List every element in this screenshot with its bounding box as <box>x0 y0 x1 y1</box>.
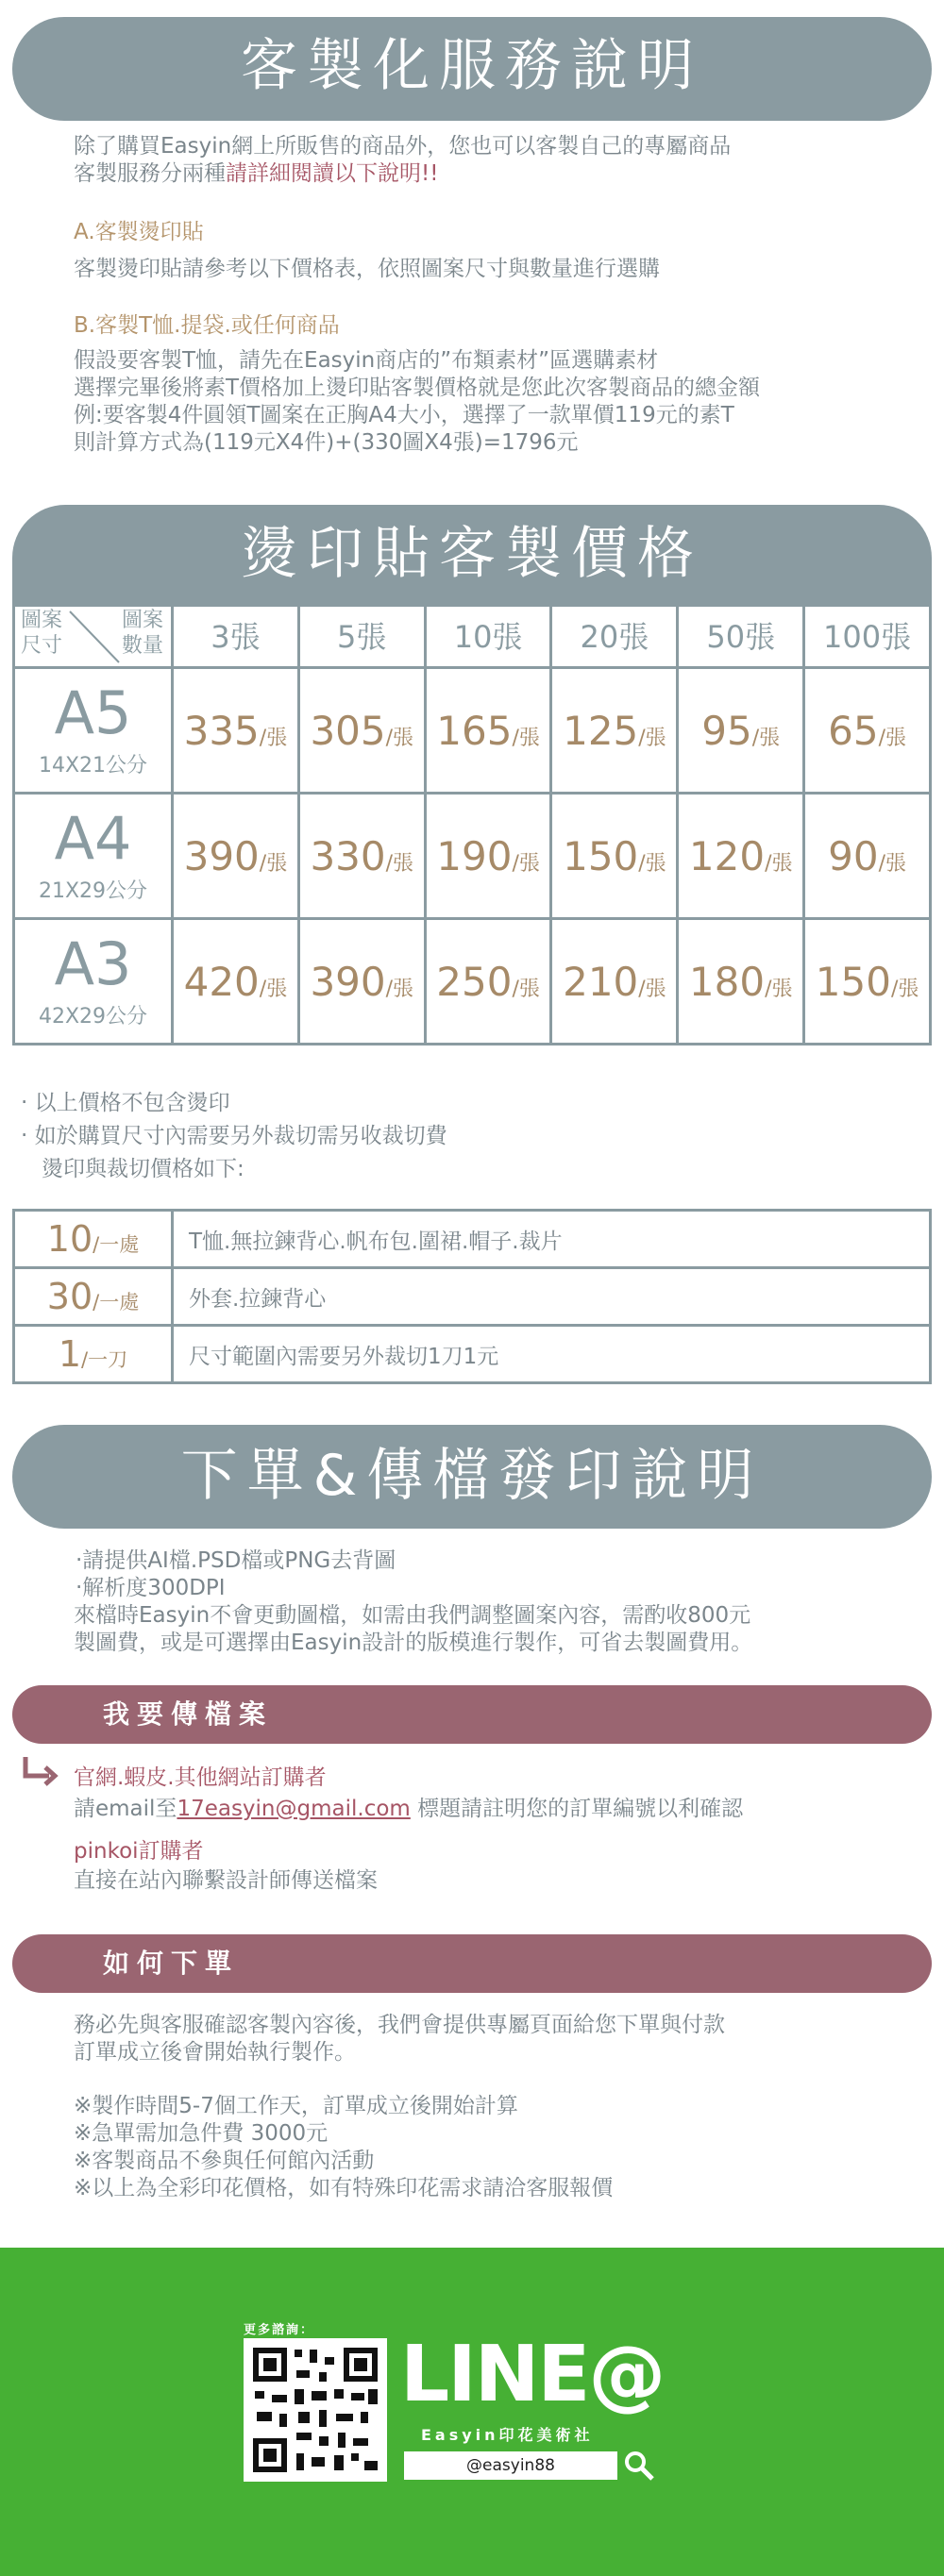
qr-code-icon <box>244 2338 387 2482</box>
file-text: 製圖費，或是可選擇由Easyin設計的版模進行製作，可省去製圖費用。 <box>74 1631 753 1655</box>
intro-line-2 <box>74 160 438 188</box>
price-cell: 250/張 <box>425 919 551 1045</box>
cutting-price-table <box>12 1209 932 1384</box>
size-cell: A4 21X29公分 <box>14 794 173 919</box>
price-cell: 210/張 <box>551 919 678 1045</box>
section-title: 下單&傳檔發印說明 <box>180 1443 764 1509</box>
cutting-price: 1/一刀 <box>14 1326 173 1383</box>
search-icon[interactable] <box>623 2450 655 2482</box>
pinkoi-text: 直接在站內聯繫設計師傳送檔案 <box>74 1868 378 1893</box>
cutting-price: 30/一處 <box>14 1268 173 1326</box>
cutting-row <box>14 1268 931 1326</box>
order-note: ※客製商品不參與任何館內活動 <box>74 2149 375 2173</box>
option-a-title: A.客製燙印貼 <box>74 220 204 244</box>
price-table-header <box>14 604 931 668</box>
price-cell: 90/張 <box>804 794 931 919</box>
cutting-desc: 尺寸範圍內需要另外裁切1刀1元 <box>173 1326 931 1383</box>
option-b-line: 則計算方式為(119元X4件)+(330圖X4張)=1796元 <box>74 430 579 455</box>
line-logo: LINE@ <box>400 2330 665 2419</box>
pinkoi-title: pinkoi訂購者 <box>74 1839 204 1864</box>
section-banner-order <box>12 1425 932 1529</box>
qty-header: 5張 <box>298 604 425 668</box>
price-cell: 390/張 <box>298 919 425 1045</box>
section-title: 燙印貼客製價格 <box>241 521 703 587</box>
price-cell: 305/張 <box>298 668 425 794</box>
corner-cell <box>14 604 173 668</box>
order-text: 務必先與客服確認客製內容後，我們會提供專屬頁面給您下單與付款 <box>74 2013 725 2037</box>
price-note: 燙印與裁切價格如下: <box>42 1157 244 1181</box>
price-row-a4 <box>14 794 931 919</box>
price-note: ‧ 如於購買尺寸內需要另外裁切需另收裁切費 <box>21 1124 447 1148</box>
qty-header: 100張 <box>804 604 931 668</box>
upload-file-bar: 我要傳檔案 <box>12 1685 932 1744</box>
web-orders-text: 請email至17easyin@gmail.com 標題請註明您的訂單編號以利確認 <box>74 1797 744 1821</box>
price-cell: 165/張 <box>425 668 551 794</box>
price-cell: 65/張 <box>804 668 931 794</box>
option-b-line: 例:要客製4件圓領T圖案在正胸A4大小，選擇了一款單價119元的素T <box>74 403 734 427</box>
section-title: 客製化服務說明 <box>241 33 703 99</box>
line-footer <box>0 2248 944 2576</box>
option-b-title: B.客製T恤.提袋.或任何商品 <box>74 313 340 338</box>
price-cell: 150/張 <box>804 919 931 1045</box>
section-banner-custom-service <box>12 17 932 121</box>
arrow-return-icon <box>21 1755 59 1787</box>
intro-line-1: 除了購買Easyin網上所販售的商品外，您也可以客製自己的專屬商品 <box>74 134 732 159</box>
cutting-row <box>14 1211 931 1268</box>
price-note: ‧ 以上價格不包含燙印 <box>21 1091 230 1115</box>
price-cell: 330/張 <box>298 794 425 919</box>
section-banner-price <box>12 505 932 607</box>
price-cell: 125/張 <box>551 668 678 794</box>
size-cell: A3 42X29公分 <box>14 919 173 1045</box>
cutting-price: 10/一處 <box>14 1211 173 1268</box>
qty-header: 10張 <box>425 604 551 668</box>
option-b-line: 選擇完畢後將素T價格加上燙印貼客製價格就是您此次客製商品的總金額 <box>74 376 761 400</box>
option-a-text: 客製燙印貼請參考以下價格表，依照圖案尺寸與數量進行選購 <box>74 257 660 281</box>
order-note: ※以上為全彩印花價格，如有特殊印花需求請洽客服報價 <box>74 2176 614 2200</box>
intro-plain: 客製服務分兩種 <box>74 161 226 186</box>
file-text: 來檔時Easyin不會更動圖檔，如需由我們調整圖案內容，需酌收800元 <box>74 1603 751 1628</box>
size-cell: A5 14X21公分 <box>14 668 173 794</box>
price-cell: 390/張 <box>173 794 299 919</box>
price-cell: 150/張 <box>551 794 678 919</box>
price-cell: 180/張 <box>678 919 804 1045</box>
cutting-desc: 外套.拉鍊背心 <box>173 1268 931 1326</box>
order-text: 訂單成立後會開始執行製作。 <box>74 2040 356 2065</box>
price-cell: 420/張 <box>173 919 299 1045</box>
price-cell: 120/張 <box>678 794 804 919</box>
price-table <box>12 604 932 1045</box>
price-cell: 335/張 <box>173 668 299 794</box>
price-cell: 190/張 <box>425 794 551 919</box>
how-to-order-bar: 如何下單 <box>12 1934 932 1993</box>
file-bullet: ‧請提供AI檔.PSD檔或PNG去背圖 <box>76 1548 396 1573</box>
web-orders-title: 官網.蝦皮.其他網站訂購者 <box>74 1765 327 1790</box>
corner-qty-label: 圖案 數量 <box>121 609 163 658</box>
qr-code[interactable] <box>244 2338 387 2482</box>
qty-header: 50張 <box>678 604 804 668</box>
qty-header: 3張 <box>173 604 299 668</box>
email-link[interactable]: 17easyin@gmail.com <box>177 1797 411 1821</box>
file-bullet: ‧解析度300DPI <box>76 1576 226 1600</box>
corner-size-label: 圖案 尺寸 <box>21 609 63 658</box>
price-cell: 95/張 <box>678 668 804 794</box>
qty-header: 20張 <box>551 604 678 668</box>
order-note: ※急單需加急件費 3000元 <box>74 2121 329 2146</box>
price-row-a5 <box>14 668 931 794</box>
brand-name: Easyin印花美術社 <box>421 2426 594 2444</box>
cutting-desc: T恤.無拉鍊背心.帆布包.圍裙.帽子.裁片 <box>173 1211 931 1268</box>
price-row-a3 <box>14 919 931 1045</box>
more-info-label: 更多諮詢： <box>244 2323 315 2337</box>
option-b-line: 假設要客製T恤，請先在Easyin商店的”布類素材”區選購素材 <box>74 348 659 373</box>
intro-highlight: 請詳細閱讀以下說明!! <box>226 161 439 186</box>
cutting-row <box>14 1326 931 1383</box>
line-id-field[interactable]: @easyin88 <box>404 2451 617 2480</box>
order-note: ※製作時間5-7個工作天，訂單成立後開始計算 <box>74 2094 518 2118</box>
